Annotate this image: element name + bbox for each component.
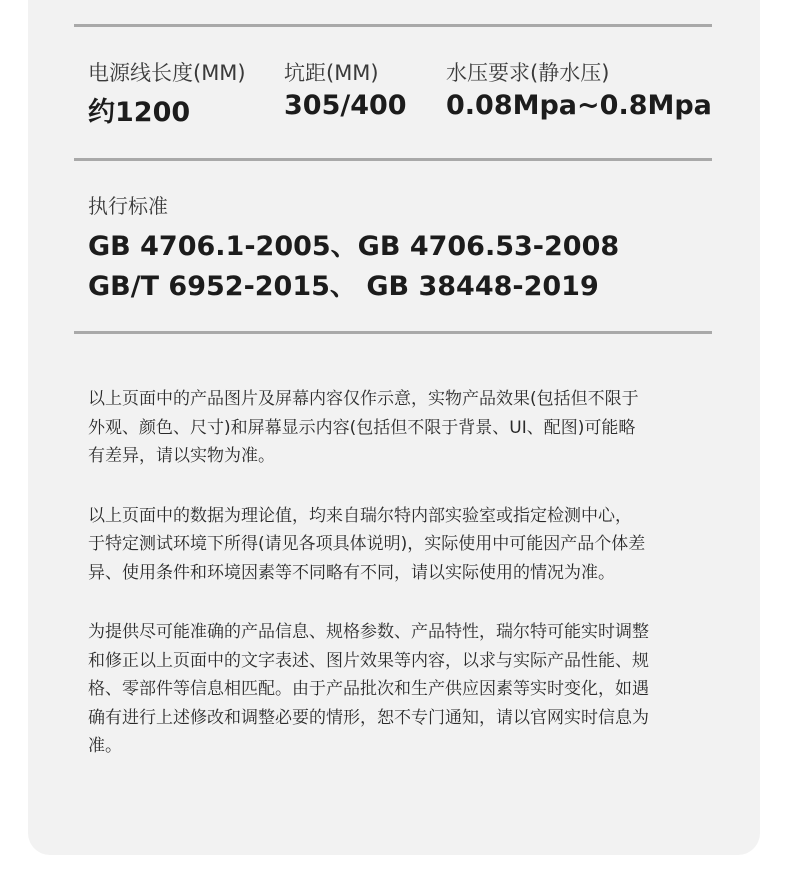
spec-value-power-cord: 约1200 <box>88 97 191 128</box>
disclaimer-line: 有差异，请以实物为准。 <box>88 446 275 466</box>
spec-label-pit-distance: 坑距(MM) <box>284 61 379 85</box>
disclaimer-paragraph <box>88 502 703 588</box>
disclaimer-line: 和修正以上页面中的文字表述、图片效果等内容，以求与实际产品性能、规 <box>88 650 649 671</box>
spec-label-water-pressure: 水压要求(静水压) <box>446 61 610 85</box>
disclaimer-line: 确有进行上述修改和调整必要的情形，恕不专门通知，请以官网实时信息为 <box>88 707 649 728</box>
disclaimer-line: 于特定测试环境下所得(请见各项具体说明)，实际使用中可能因产品个体差 <box>88 534 646 554</box>
divider-bottom <box>74 331 712 334</box>
disclaimer-notes <box>88 385 703 792</box>
disclaimer-line: 格、零部件等信息相匹配。由于产品批次和生产供应因素等实时变化，如遇 <box>88 679 649 699</box>
standards-label: 执行标准 <box>88 194 168 218</box>
spec-value-water-pressure: 0.08Mpa~0.8Mpa <box>446 90 712 121</box>
spec-label-power-cord: 电源线长度(MM) <box>88 61 246 85</box>
disclaimer-line: 为提供尽可能准确的产品信息、规格参数、产品特性，瑞尔特可能实时调整 <box>88 622 649 642</box>
disclaimer-line: 准。 <box>88 736 122 756</box>
disclaimer-line: 异、使用条件和环境因素等不同略有不同，请以实际使用的情况为准。 <box>88 562 615 583</box>
disclaimer-line: 以上页面中的产品图片及屏幕内容仅作示意，实物产品效果(包括但不限于 <box>88 389 639 409</box>
disclaimer-paragraph <box>88 385 703 471</box>
disclaimer-line: 以上页面中的数据为理论值，均来自瑞尔特内部实验室或指定检测中心， <box>88 505 632 526</box>
divider-middle <box>74 158 712 161</box>
disclaimer-line: 外观、颜色、尺寸)和屏幕显示内容(包括但不限于背景、UI、配图)可能略 <box>88 417 636 438</box>
spec-value-pit-distance: 305/400 <box>284 90 407 121</box>
disclaimer-paragraph <box>88 618 703 761</box>
divider-top <box>74 24 712 27</box>
standards-line: GB/T 6952-2015、 GB 38448-2019 <box>88 271 599 302</box>
standards-line: GB 4706.1-2005、GB 4706.53-2008 <box>88 231 620 262</box>
